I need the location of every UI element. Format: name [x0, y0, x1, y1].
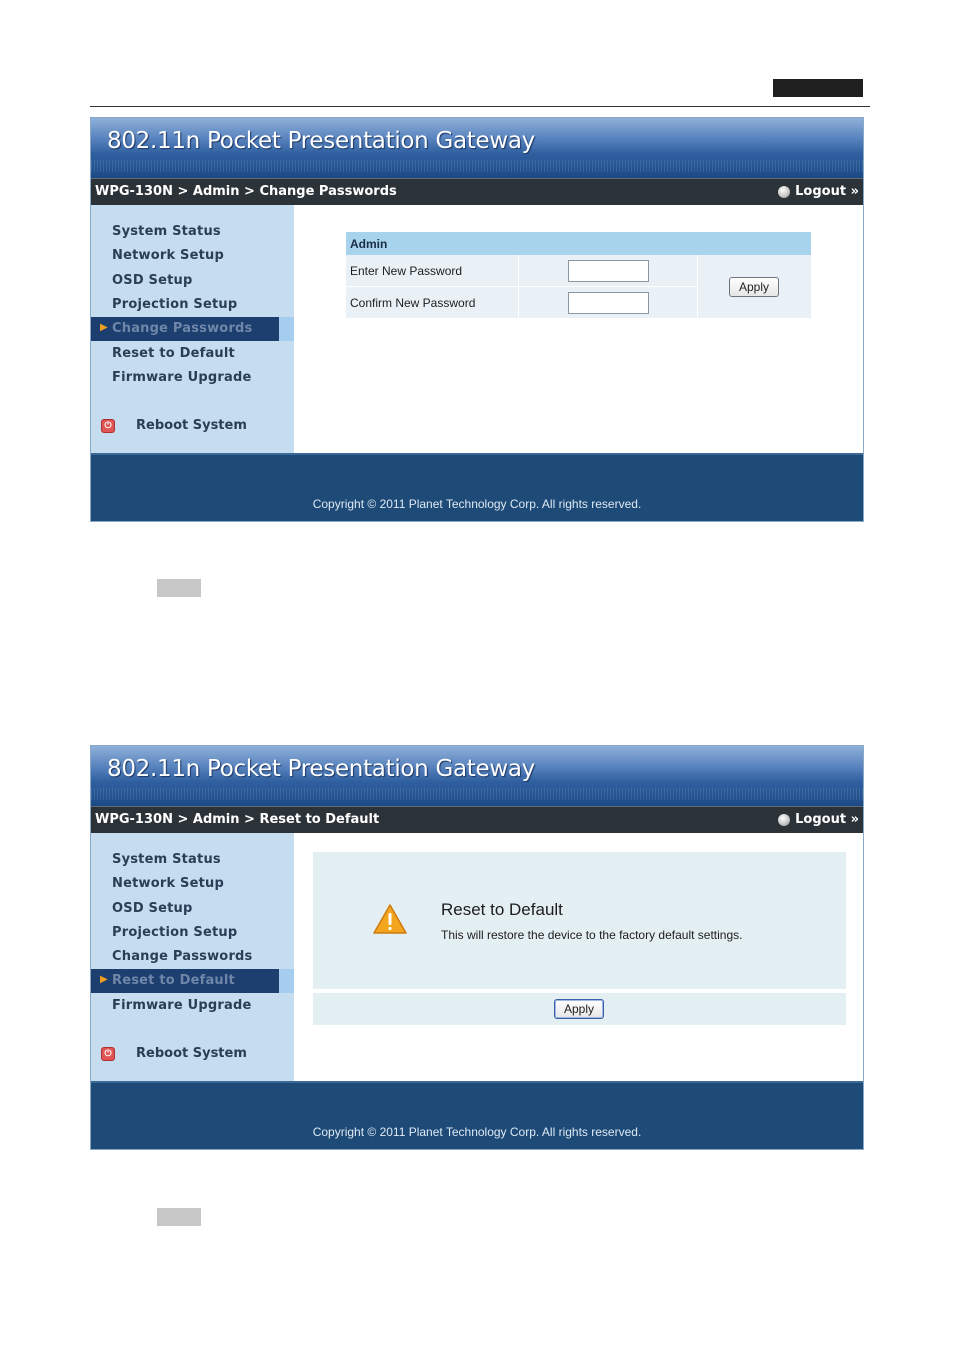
reboot-system-link[interactable]: [101, 1046, 247, 1061]
sidebar-item-label: Reset to Default: [112, 973, 235, 988]
banner: [91, 746, 863, 806]
caption-marker: [157, 579, 201, 597]
sidebar-item-osd-setup[interactable]: OSD Setup: [112, 901, 193, 916]
divider: [346, 286, 697, 287]
arrow-right-icon: ▶: [100, 974, 108, 985]
apply-bar: [313, 993, 846, 1025]
power-icon: ⏻: [101, 1047, 115, 1061]
logout-icon: [778, 186, 790, 198]
sidebar-item-osd-setup[interactable]: OSD Setup: [112, 273, 193, 288]
breadcrumb-bar: [91, 178, 863, 205]
banner-title: 802.11n Pocket Presentation Gateway: [107, 128, 535, 154]
logout-label: Logout »: [795, 812, 859, 827]
reboot-label: Reboot System: [136, 418, 247, 433]
sidebar-item-reset-to-default[interactable]: Reset to Default: [112, 346, 235, 361]
confirm-password-label: Confirm New Password: [350, 296, 476, 310]
enter-password-label: Enter New Password: [350, 264, 463, 278]
footer: [91, 1081, 863, 1149]
breadcrumb-bar: [91, 806, 863, 833]
header-rule: [90, 106, 870, 107]
sidebar-item-change-passwords[interactable]: Change Passwords: [112, 949, 253, 964]
sidebar-item-reset-to-default[interactable]: [91, 969, 294, 993]
section-title: Admin: [346, 232, 811, 255]
reset-description: This will restore the device to the factory default settings.: [441, 928, 743, 942]
screenshot-change-passwords: [90, 117, 864, 522]
confirm-password-field[interactable]: [568, 292, 649, 314]
sidebar: [91, 205, 294, 453]
sidebar-item-projection-setup[interactable]: Projection Setup: [112, 297, 238, 312]
sidebar-item-label: Change Passwords: [112, 321, 253, 336]
logout-link[interactable]: [778, 184, 859, 199]
reboot-label: Reboot System: [136, 1046, 247, 1061]
apply-button[interactable]: Apply: [729, 277, 779, 297]
sidebar-item-projection-setup[interactable]: Projection Setup: [112, 925, 238, 940]
sidebar-item-system-status[interactable]: System Status: [112, 852, 221, 867]
breadcrumb: WPG-130N > Admin > Reset to Default: [95, 812, 380, 827]
warning-icon: [373, 904, 407, 934]
reboot-system-link[interactable]: [101, 418, 247, 433]
logout-link[interactable]: [778, 812, 859, 827]
sidebar-item-firmware-upgrade[interactable]: Firmware Upgrade: [112, 998, 252, 1013]
divider: [697, 255, 698, 318]
banner: [91, 118, 863, 178]
sidebar-item-change-passwords[interactable]: [91, 317, 294, 341]
power-icon: ⏻: [101, 419, 115, 433]
sidebar-item-firmware-upgrade[interactable]: Firmware Upgrade: [112, 370, 252, 385]
admin-password-form: [346, 232, 811, 318]
apply-button[interactable]: Apply: [554, 999, 604, 1019]
sidebar-item-network-setup[interactable]: Network Setup: [112, 876, 224, 891]
banner-title: 802.11n Pocket Presentation Gateway: [107, 756, 535, 782]
arrow-right-icon: ▶: [100, 322, 108, 333]
breadcrumb: WPG-130N > Admin > Change Passwords: [95, 184, 397, 199]
footer: [91, 453, 863, 521]
screenshot-reset-to-default: [90, 745, 864, 1150]
sidebar-item-system-status[interactable]: System Status: [112, 224, 221, 239]
reset-title: Reset to Default: [441, 900, 563, 919]
sidebar-item-network-setup[interactable]: Network Setup: [112, 248, 224, 263]
copyright: Copyright © 2011 Planet Technology Corp. All rights reserved.: [312, 497, 642, 511]
copyright: Copyright © 2011 Planet Technology Corp. All rights reserved.: [312, 1125, 642, 1139]
logout-label: Logout »: [795, 184, 859, 199]
caption-marker: [157, 1208, 201, 1226]
header-block: [773, 79, 863, 97]
logout-icon: [778, 814, 790, 826]
reset-panel: [313, 852, 846, 989]
new-password-field[interactable]: [568, 260, 649, 282]
sidebar: [91, 833, 294, 1081]
